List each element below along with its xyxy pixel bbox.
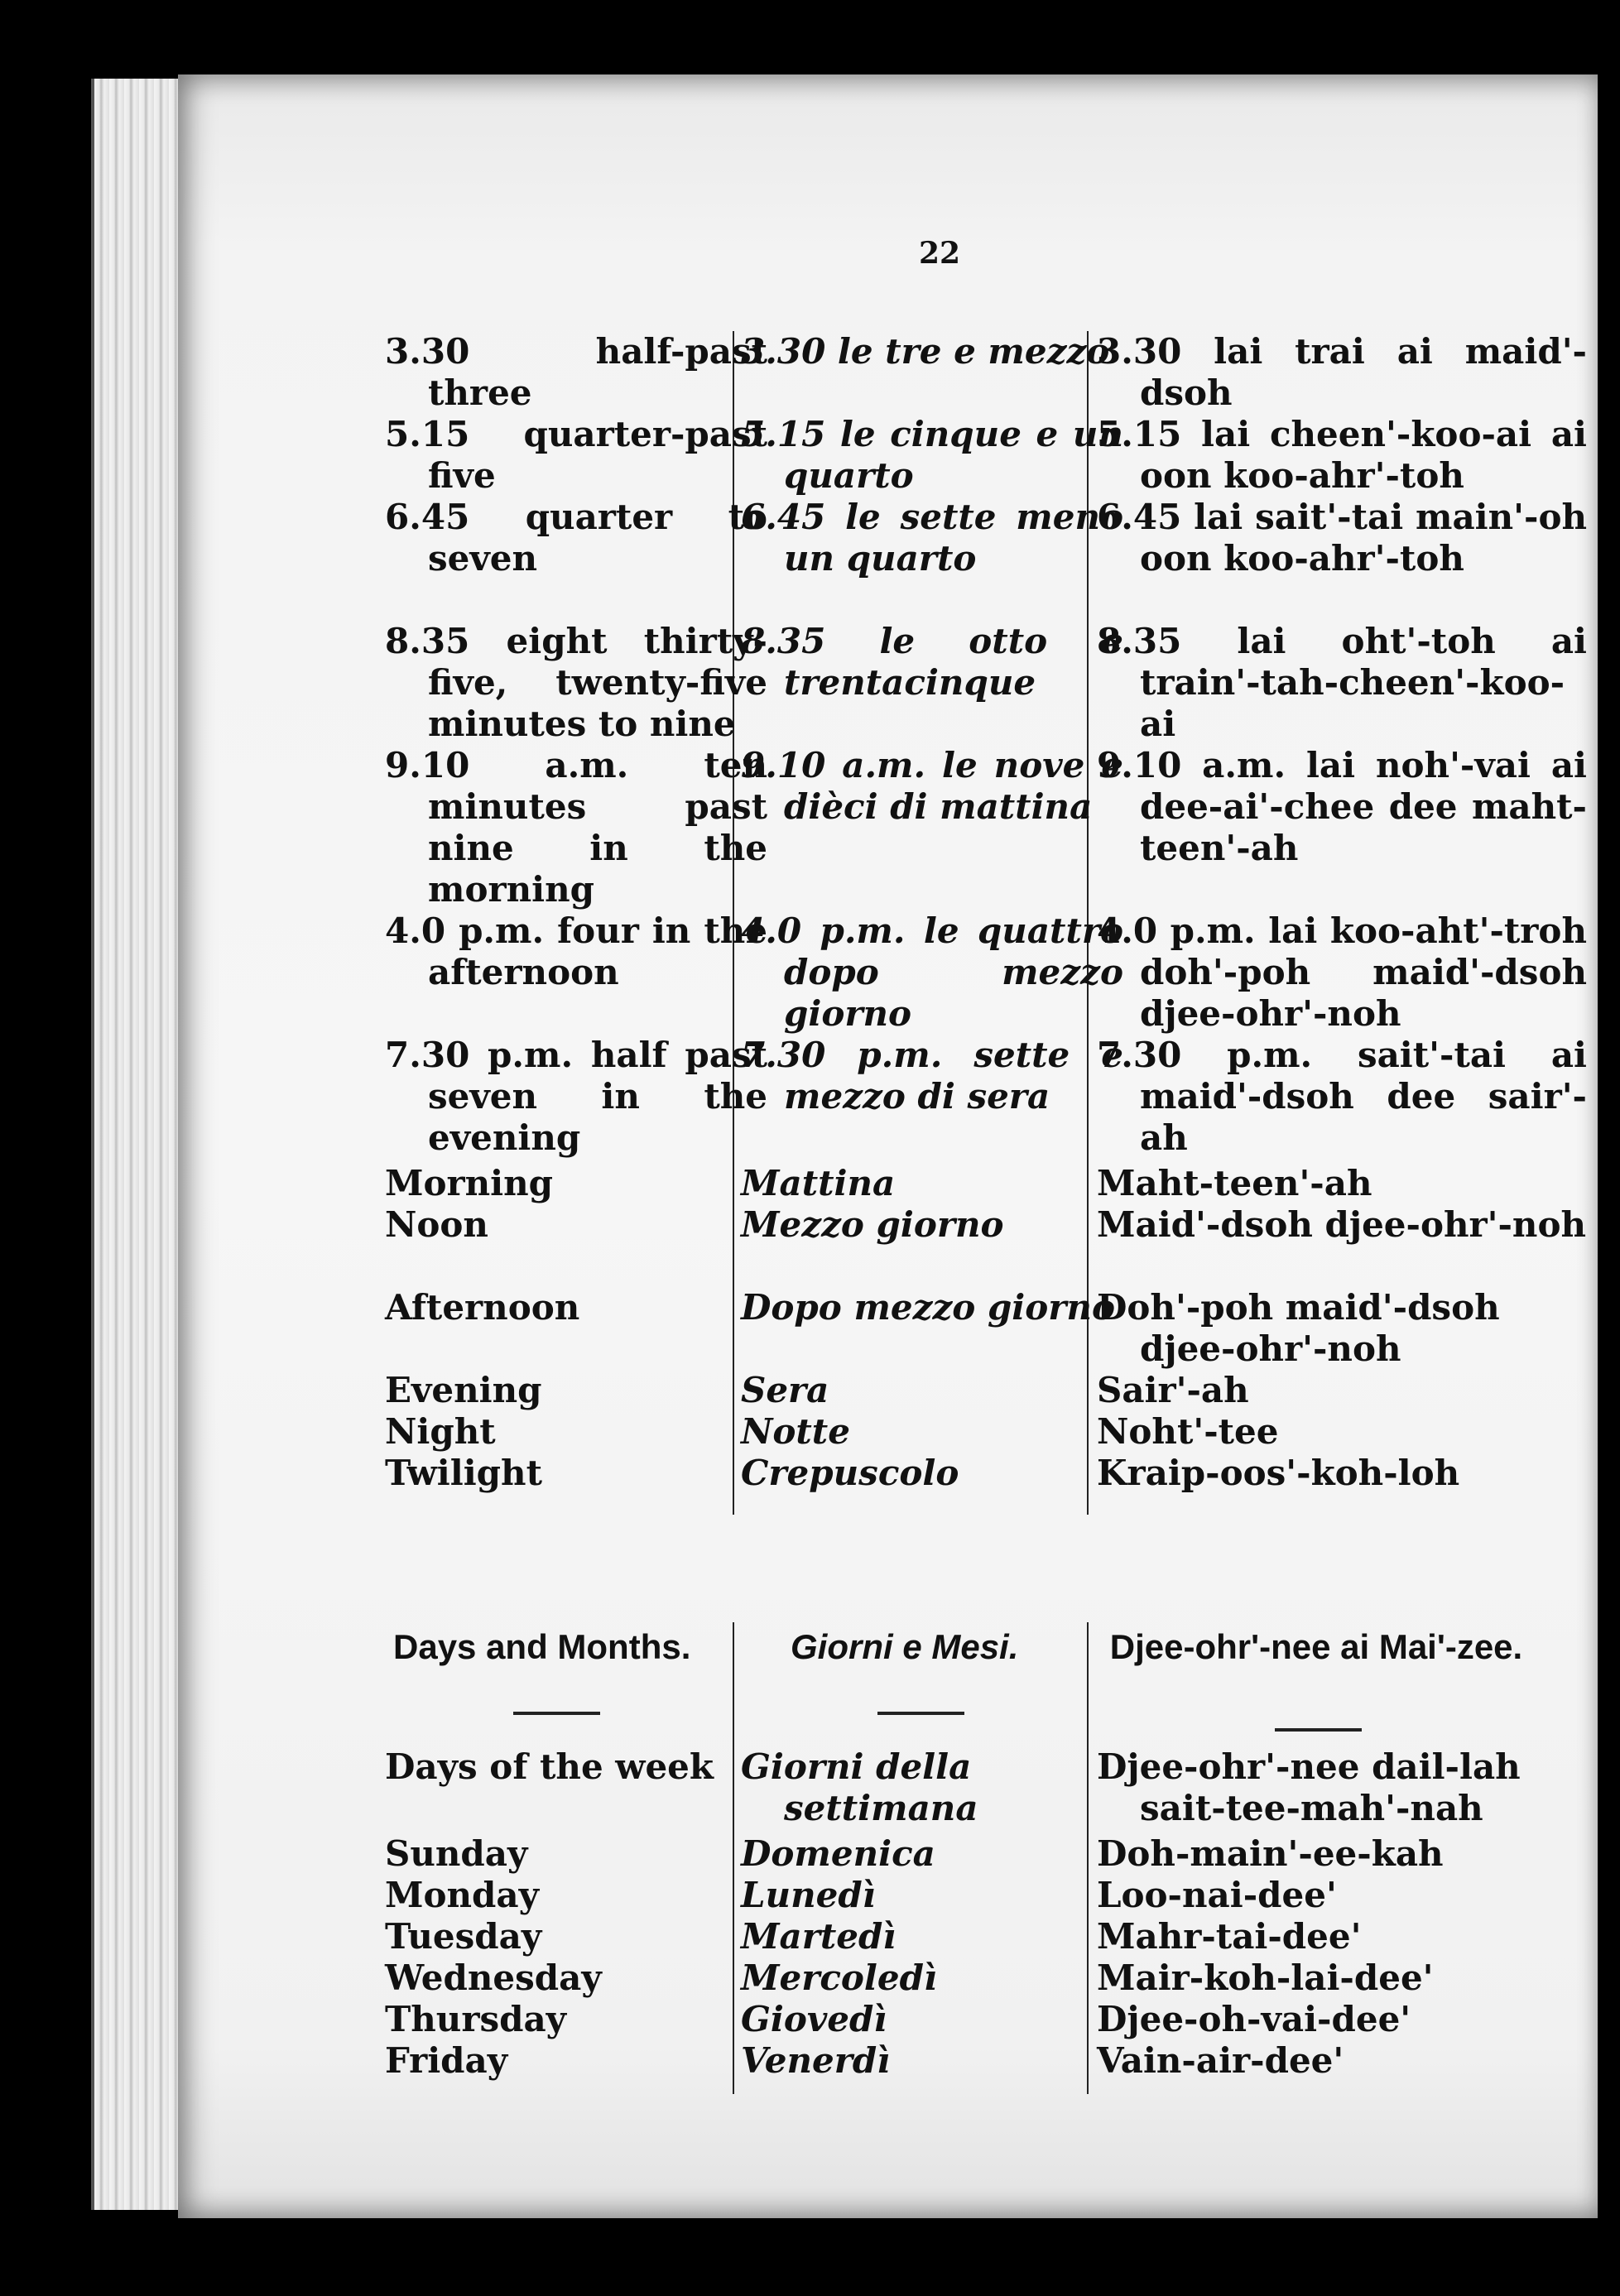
times-pron-cell: 8.35 lai oht'-toh ai train'-tah-cheen'-koo-ai xyxy=(1097,621,1587,744)
section-heading-en: Days and Months. xyxy=(393,1627,691,1666)
heading-rule-en xyxy=(513,1712,600,1715)
times-it-cell: 7.30 p.m. sette e mezzo di sera xyxy=(741,1035,1123,1117)
times-pron-cell: 4.0 p.m. lai koo-aht'-troh doh'-poh maid'-dsoh djee-ohr'-noh xyxy=(1097,910,1587,1034)
times-it-cell: 9.10 a.m. le nove e dièci di mattina xyxy=(741,745,1123,827)
times-en-cell: 7.30 p.m. half past seven in the evening xyxy=(385,1035,767,1158)
periods-pron-cell: Maid'-dsoh djee-ohr'-noh xyxy=(1097,1204,1586,1245)
times-en-cell: 6.45 quarter to seven xyxy=(385,497,767,579)
periods-pron-cell: Kraip-oos'-koh-loh xyxy=(1097,1453,1460,1493)
times-pron-cell: 6.45 lai sait'-tai main'-oh oon koo-ahr'-toh xyxy=(1097,497,1587,579)
times-it-cell: 5.15 le cinque e un quarto xyxy=(741,414,1123,496)
times-it-cell: 3.30 le tre e mezzo xyxy=(741,331,1110,372)
periods-en-cell: Morning xyxy=(385,1163,554,1203)
days-it-cell: Giorni della settimana xyxy=(741,1746,978,1828)
periods-en-cell: Afternoon xyxy=(385,1287,580,1328)
periods-en-cell: Night xyxy=(385,1411,496,1452)
times-en-cell: 9.10 a.m. ten minutes past nine in the morning xyxy=(385,745,767,910)
days-it-cell: Lunedì xyxy=(741,1875,876,1915)
days-pron-cell: Loo-nai-dee' xyxy=(1097,1875,1337,1915)
days-en-cell: Wednesday xyxy=(385,1957,602,1998)
periods-it-cell: Mezzo giorno xyxy=(741,1204,1004,1245)
days-pron-cell: Djee-oh-vai-dee' xyxy=(1097,1999,1411,2039)
periods-it-cell: Crepuscolo xyxy=(741,1453,959,1493)
days-en-cell: Sunday xyxy=(385,1833,528,1874)
section-heading-pron: Djee-ohr'-nee ai Mai'-zee. xyxy=(1109,1627,1523,1666)
times-en-cell: 5.15 quarter-past five xyxy=(385,414,767,496)
times-it-cell: 8.35 le otto e trentacinque xyxy=(741,621,1123,703)
days-pron-cell: Doh-main'-ee-kah xyxy=(1097,1833,1444,1874)
times-it-cell: 6.45 le sette meno un quarto xyxy=(741,497,1123,579)
periods-it-cell: Mattina xyxy=(741,1163,896,1203)
section-heading-it: Giorni e Mesi. xyxy=(791,1627,1019,1666)
days-pron-cell: Mahr-tai-dee' xyxy=(1097,1916,1362,1957)
times-pron-cell: 3.30 lai trai ai maid'-dsoh xyxy=(1097,331,1587,413)
days-en-cell: Monday xyxy=(385,1875,540,1915)
days-en-cell: Days of the week xyxy=(385,1746,714,1787)
times-it-cell: 4.0 p.m. le quattro dopo mezzo giorno xyxy=(741,910,1123,1034)
periods-it-cell: Dopo mezzo giorno xyxy=(741,1287,1115,1328)
days-it-cell: Mercoledì xyxy=(741,1957,937,1998)
times-en-cell: 4.0 p.m. four in the afternoon xyxy=(385,910,767,992)
periods-en-cell: Evening xyxy=(385,1370,542,1410)
days-pron-cell: Mair-koh-lai-dee' xyxy=(1097,1957,1434,1998)
days-it-cell: Martedì xyxy=(741,1916,897,1957)
periods-en-cell: Noon xyxy=(385,1204,488,1245)
periods-en-cell: Twilight xyxy=(385,1453,542,1493)
times-en-cell: 3.30 half-past three xyxy=(385,331,767,413)
days-it-cell: Domenica xyxy=(741,1833,935,1874)
times-pron-cell: 5.15 lai cheen'-koo-ai ai oon koo-ahr'-toh xyxy=(1097,414,1587,496)
periods-pron-cell: Doh'-poh maid'-dsoh djee-ohr'-noh xyxy=(1097,1287,1500,1369)
periods-pron-cell: Maht-teen'-ah xyxy=(1097,1163,1372,1203)
periods-it-cell: Sera xyxy=(741,1370,829,1410)
days-pron-cell: Djee-ohr'-nee dail-lah sait-tee-mah'-nah xyxy=(1097,1746,1521,1828)
page-number: 22 xyxy=(919,236,961,271)
days-it-cell: Giovedì xyxy=(741,1999,887,2039)
times-pron-cell: 9.10 a.m. lai noh'-vai ai dee-ai'-chee dee maht-teen'-ah xyxy=(1097,745,1587,868)
heading-rule-pron xyxy=(1275,1728,1362,1732)
periods-it-cell: Notte xyxy=(741,1411,850,1452)
periods-pron-cell: Noht'-tee xyxy=(1097,1411,1279,1452)
days-en-cell: Friday xyxy=(385,2040,508,2081)
heading-rule-it xyxy=(877,1712,964,1715)
days-en-cell: Thursday xyxy=(385,1999,567,2039)
periods-pron-cell: Sair'-ah xyxy=(1097,1370,1249,1410)
days-it-cell: Venerdì xyxy=(741,2040,891,2081)
times-pron-cell: 7.30 p.m. sait'-tai ai maid'-dsoh dee sair'-ah xyxy=(1097,1035,1587,1158)
times-en-cell: 8.35 eight thirty-five, twenty-five minutes to nine xyxy=(385,621,767,744)
days-en-cell: Tuesday xyxy=(385,1916,542,1957)
days-pron-cell: Vain-air-dee' xyxy=(1097,2040,1344,2081)
